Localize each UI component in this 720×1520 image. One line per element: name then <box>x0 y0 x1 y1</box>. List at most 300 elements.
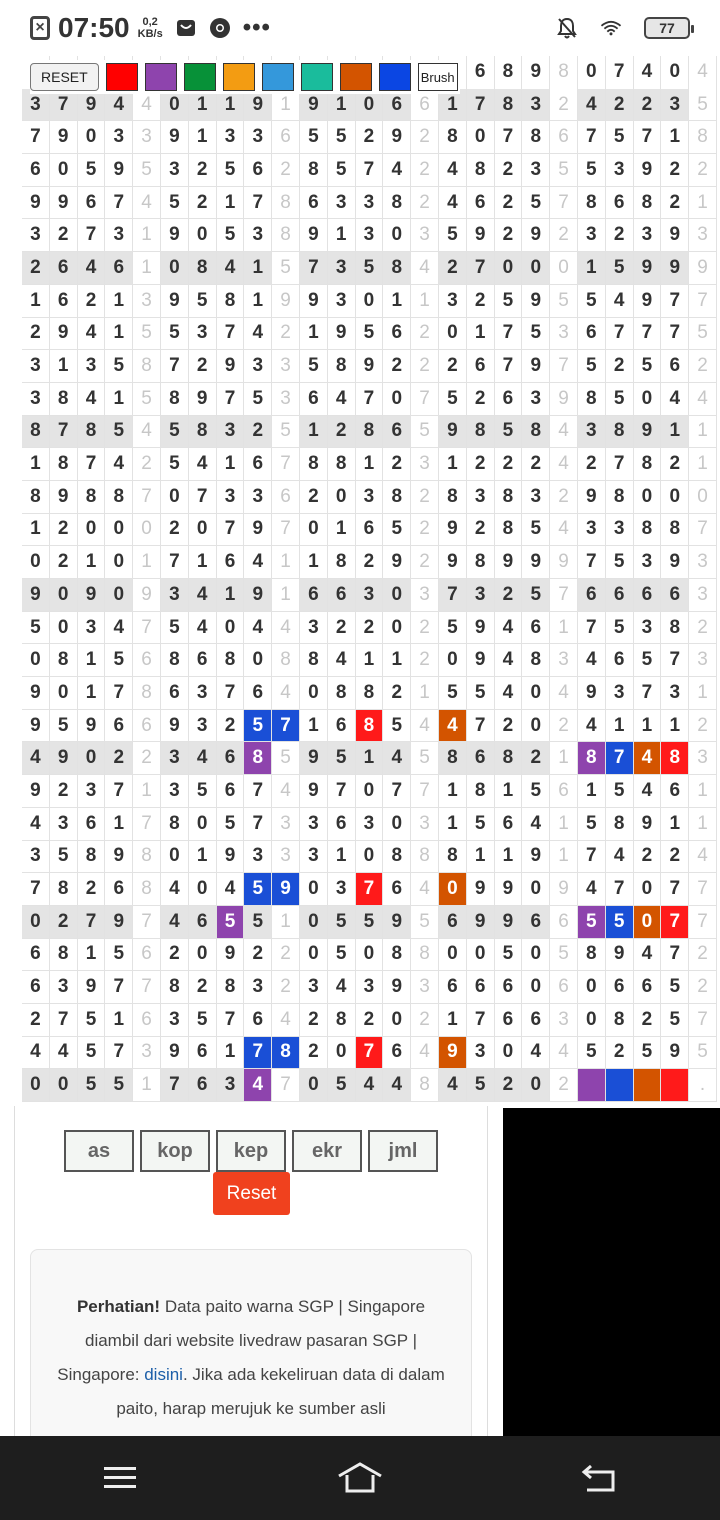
grid-cell[interactable]: 3 <box>661 677 689 710</box>
grid-cell[interactable]: 9 <box>634 285 662 318</box>
grid-cell[interactable]: 6 <box>328 808 356 841</box>
grid-cell[interactable]: 5 <box>522 318 550 351</box>
grid-cell[interactable]: 7 <box>439 579 467 612</box>
grid-cell[interactable]: 0 <box>50 579 78 612</box>
grid-cell[interactable]: 9 <box>161 710 189 743</box>
grid-cell[interactable]: 4 <box>244 612 272 645</box>
grid-cell[interactable]: 0 <box>300 906 328 939</box>
grid-separator-cell[interactable]: 5 <box>689 89 717 122</box>
grid-cell[interactable]: 1 <box>217 89 245 122</box>
grid-cell[interactable]: 5 <box>328 154 356 187</box>
grid-cell[interactable] <box>634 1069 662 1102</box>
grid-separator-cell[interactable]: 3 <box>689 742 717 775</box>
grid-cell[interactable]: 1 <box>50 350 78 383</box>
grid-cell[interactable]: 4 <box>217 252 245 285</box>
grid-cell[interactable]: 2 <box>50 775 78 808</box>
grid-cell[interactable]: 5 <box>217 219 245 252</box>
grid-cell[interactable]: 9 <box>522 56 550 89</box>
grid-cell[interactable]: 1 <box>661 710 689 743</box>
grid-separator-cell[interactable]: 2 <box>550 89 578 122</box>
grid-cell[interactable]: 2 <box>161 939 189 972</box>
grid-cell[interactable]: 3 <box>661 89 689 122</box>
grid-cell[interactable]: 2 <box>22 318 50 351</box>
grid-separator-cell[interactable]: 4 <box>411 710 439 743</box>
grid-cell[interactable]: 1 <box>328 841 356 874</box>
grid-cell[interactable]: 5 <box>328 742 356 775</box>
grid-cell[interactable]: 2 <box>50 219 78 252</box>
grid-cell[interactable]: 3 <box>189 677 217 710</box>
grid-cell[interactable]: 1 <box>439 808 467 841</box>
grid-separator-cell[interactable]: 6 <box>272 481 300 514</box>
grid-cell[interactable]: 0 <box>244 644 272 677</box>
mode-jml-button[interactable]: jml <box>368 1130 438 1172</box>
grid-cell[interactable]: 6 <box>300 187 328 220</box>
grid-cell[interactable]: 1 <box>78 939 106 972</box>
brush-button[interactable]: Brush <box>418 63 458 91</box>
grid-separator-cell[interactable]: 9 <box>550 383 578 416</box>
grid-cell[interactable]: 0 <box>495 252 523 285</box>
grid-cell[interactable]: 2 <box>300 1037 328 1070</box>
grid-cell[interactable]: 0 <box>189 939 217 972</box>
grid-separator-cell[interactable]: 3 <box>550 1004 578 1037</box>
grid-cell[interactable]: 1 <box>105 318 133 351</box>
grid-cell[interactable]: 0 <box>50 1069 78 1102</box>
grid-cell[interactable]: 5 <box>522 187 550 220</box>
grid-cell[interactable]: 5 <box>661 1004 689 1037</box>
grid-cell[interactable]: 9 <box>105 841 133 874</box>
grid-cell[interactable]: 3 <box>328 285 356 318</box>
grid-cell[interactable]: 0 <box>634 481 662 514</box>
grid-separator-cell[interactable]: 3 <box>411 448 439 481</box>
grid-cell[interactable]: 3 <box>522 383 550 416</box>
grid-cell[interactable]: 1 <box>189 841 217 874</box>
grid-cell[interactable]: 5 <box>578 154 606 187</box>
grid-cell[interactable]: 7 <box>661 644 689 677</box>
grid-cell[interactable]: 0 <box>356 775 384 808</box>
grid-cell[interactable]: 7 <box>217 383 245 416</box>
grid-separator-cell[interactable]: 3 <box>411 971 439 1004</box>
grid-cell[interactable]: 2 <box>495 219 523 252</box>
grid-cell[interactable]: 6 <box>22 154 50 187</box>
grid-separator-cell[interactable]: 5 <box>550 939 578 972</box>
grid-cell[interactable]: 9 <box>50 742 78 775</box>
grid-separator-cell[interactable]: 2 <box>689 939 717 972</box>
grid-separator-cell[interactable]: 8 <box>133 677 161 710</box>
grid-separator-cell[interactable]: 2 <box>272 154 300 187</box>
grid-cell[interactable]: 2 <box>50 514 78 547</box>
grid-cell[interactable]: 3 <box>300 971 328 1004</box>
grid-cell[interactable]: 0 <box>105 579 133 612</box>
grid-cell[interactable]: 9 <box>300 775 328 808</box>
grid-cell[interactable]: 1 <box>78 644 106 677</box>
grid-cell[interactable]: 7 <box>217 1004 245 1037</box>
grid-separator-cell[interactable]: 5 <box>550 154 578 187</box>
grid-separator-cell[interactable]: 3 <box>411 219 439 252</box>
grid-separator-cell[interactable]: 7 <box>689 906 717 939</box>
grid-cell[interactable]: 3 <box>356 219 384 252</box>
grid-cell[interactable]: 9 <box>467 873 495 906</box>
grid-cell[interactable]: 5 <box>189 1004 217 1037</box>
grid-separator-cell[interactable]: 1 <box>272 89 300 122</box>
swatch-orange[interactable] <box>223 63 255 91</box>
grid-cell[interactable]: 7 <box>50 89 78 122</box>
grid-cell[interactable]: 0 <box>161 481 189 514</box>
grid-cell[interactable]: 7 <box>634 677 662 710</box>
grid-cell[interactable]: 9 <box>661 1037 689 1070</box>
grid-cell[interactable]: 1 <box>217 1037 245 1070</box>
grid-cell[interactable]: 1 <box>467 318 495 351</box>
grid-cell[interactable]: 4 <box>578 710 606 743</box>
grid-cell[interactable]: 8 <box>439 121 467 154</box>
grid-cell[interactable]: 7 <box>495 121 523 154</box>
grid-cell[interactable] <box>661 1069 689 1102</box>
grid-cell[interactable]: 8 <box>161 644 189 677</box>
grid-cell[interactable]: 2 <box>495 1069 523 1102</box>
grid-cell[interactable]: 5 <box>439 677 467 710</box>
grid-cell[interactable]: 8 <box>105 481 133 514</box>
grid-cell[interactable]: 2 <box>356 546 384 579</box>
grid-cell[interactable]: 1 <box>78 677 106 710</box>
grid-cell[interactable]: 8 <box>467 416 495 449</box>
grid-separator-cell[interactable]: 9 <box>550 873 578 906</box>
grid-cell[interactable]: 8 <box>328 1004 356 1037</box>
grid-cell[interactable]: 8 <box>300 644 328 677</box>
grid-cell[interactable]: 6 <box>50 285 78 318</box>
grid-separator-cell[interactable]: 2 <box>272 318 300 351</box>
grid-cell[interactable]: 0 <box>356 939 384 972</box>
grid-cell[interactable]: 0 <box>467 939 495 972</box>
grid-cell[interactable]: 6 <box>217 546 245 579</box>
grid-cell[interactable]: 3 <box>50 971 78 1004</box>
grid-cell[interactable]: 9 <box>217 350 245 383</box>
grid-cell[interactable]: 3 <box>217 121 245 154</box>
grid-cell[interactable]: 5 <box>78 1004 106 1037</box>
grid-cell[interactable]: 9 <box>439 514 467 547</box>
grid-separator-cell[interactable]: 2 <box>689 612 717 645</box>
grid-cell[interactable]: 3 <box>244 350 272 383</box>
grid-cell[interactable]: 0 <box>78 514 106 547</box>
grid-cell[interactable]: 6 <box>467 971 495 1004</box>
mode-kop-button[interactable]: kop <box>140 1130 210 1172</box>
grid-cell[interactable]: 0 <box>383 383 411 416</box>
grid-cell[interactable]: 7 <box>189 481 217 514</box>
grid-cell[interactable]: 4 <box>189 579 217 612</box>
grid-separator-cell[interactable]: 1 <box>550 742 578 775</box>
grid-cell[interactable]: 3 <box>356 187 384 220</box>
grid-separator-cell[interactable]: 1 <box>133 546 161 579</box>
grid-separator-cell[interactable]: 3 <box>689 546 717 579</box>
grid-separator-cell[interactable]: 4 <box>133 187 161 220</box>
grid-cell[interactable]: 6 <box>495 808 523 841</box>
grid-cell[interactable]: 3 <box>356 971 384 1004</box>
grid-separator-cell[interactable]: 2 <box>411 187 439 220</box>
grid-cell[interactable]: 5 <box>522 514 550 547</box>
grid-cell[interactable]: 2 <box>189 154 217 187</box>
grid-separator-cell[interactable]: 7 <box>689 873 717 906</box>
grid-cell[interactable]: 9 <box>300 285 328 318</box>
grid-cell[interactable]: 6 <box>606 579 634 612</box>
grid-separator-cell[interactable]: 1 <box>550 612 578 645</box>
grid-cell[interactable]: 3 <box>78 350 106 383</box>
grid-cell[interactable]: 9 <box>661 252 689 285</box>
grid-cell[interactable]: 7 <box>606 56 634 89</box>
grid-cell[interactable]: 6 <box>522 906 550 939</box>
grid-cell[interactable]: 7 <box>244 187 272 220</box>
grid-cell[interactable]: 2 <box>467 285 495 318</box>
grid-cell[interactable]: 3 <box>22 350 50 383</box>
grid-cell[interactable]: 8 <box>78 841 106 874</box>
grid-separator-cell[interactable]: 1 <box>550 808 578 841</box>
grid-cell[interactable]: 7 <box>50 416 78 449</box>
grid-cell[interactable]: 3 <box>244 481 272 514</box>
grid-cell[interactable]: 3 <box>300 808 328 841</box>
grid-separator-cell[interactable]: 5 <box>411 416 439 449</box>
grid-cell[interactable]: 7 <box>105 775 133 808</box>
grid-separator-cell[interactable]: 3 <box>411 579 439 612</box>
grid-cell[interactable]: 0 <box>522 873 550 906</box>
grid-cell[interactable]: 0 <box>22 906 50 939</box>
grid-cell[interactable]: 0 <box>217 612 245 645</box>
grid-separator-cell[interactable]: 6 <box>550 906 578 939</box>
grid-cell[interactable]: 6 <box>661 350 689 383</box>
grid-cell[interactable]: 2 <box>50 906 78 939</box>
grid-cell[interactable]: 6 <box>356 514 384 547</box>
grid-cell[interactable]: 0 <box>495 1037 523 1070</box>
grid-cell[interactable]: 3 <box>606 514 634 547</box>
grid-cell[interactable]: 9 <box>634 252 662 285</box>
grid-cell[interactable]: 0 <box>189 514 217 547</box>
grid-cell[interactable]: 9 <box>634 154 662 187</box>
grid-separator-cell[interactable]: . <box>689 1069 717 1102</box>
grid-cell[interactable]: 1 <box>383 285 411 318</box>
grid-cell[interactable]: 8 <box>356 710 384 743</box>
grid-cell[interactable]: 0 <box>105 546 133 579</box>
grid-separator-cell[interactable]: 7 <box>272 448 300 481</box>
grid-cell[interactable]: 1 <box>356 742 384 775</box>
grid-cell[interactable]: 9 <box>661 546 689 579</box>
grid-separator-cell[interactable]: 1 <box>689 187 717 220</box>
grid-cell[interactable]: 0 <box>161 841 189 874</box>
grid-cell[interactable]: 8 <box>606 481 634 514</box>
grid-separator-cell[interactable]: 8 <box>272 219 300 252</box>
grid-cell[interactable]: 0 <box>161 252 189 285</box>
home-icon[interactable] <box>330 1448 390 1508</box>
grid-cell[interactable]: 7 <box>578 121 606 154</box>
grid-cell[interactable]: 7 <box>495 318 523 351</box>
grid-cell[interactable]: 4 <box>217 873 245 906</box>
grid-cell[interactable]: 9 <box>439 546 467 579</box>
grid-cell[interactable]: 8 <box>161 971 189 1004</box>
grid-cell[interactable]: 4 <box>495 612 523 645</box>
grid-cell[interactable]: 6 <box>105 873 133 906</box>
grid-cell[interactable]: 5 <box>606 121 634 154</box>
grid-cell[interactable]: 0 <box>661 56 689 89</box>
grid-cell[interactable]: 7 <box>244 808 272 841</box>
grid-cell[interactable]: 2 <box>383 677 411 710</box>
grid-cell[interactable]: 4 <box>78 252 106 285</box>
grid-separator-cell[interactable]: 7 <box>272 710 300 743</box>
grid-cell[interactable]: 6 <box>578 318 606 351</box>
grid-separator-cell[interactable]: 3 <box>133 1037 161 1070</box>
grid-cell[interactable]: 2 <box>356 612 384 645</box>
grid-cell[interactable]: 5 <box>606 252 634 285</box>
grid-separator-cell[interactable]: 2 <box>411 481 439 514</box>
grid-cell[interactable]: 0 <box>22 546 50 579</box>
grid-cell[interactable]: 4 <box>161 873 189 906</box>
grid-cell[interactable]: 7 <box>606 448 634 481</box>
grid-cell[interactable]: 5 <box>356 318 384 351</box>
grid-separator-cell[interactable]: 8 <box>133 350 161 383</box>
grid-cell[interactable]: 8 <box>439 841 467 874</box>
grid-separator-cell[interactable]: 1 <box>550 841 578 874</box>
grid-cell[interactable]: 7 <box>105 187 133 220</box>
grid-separator-cell[interactable]: 8 <box>272 644 300 677</box>
grid-cell[interactable]: 6 <box>606 187 634 220</box>
grid-separator-cell[interactable]: 3 <box>272 350 300 383</box>
grid-cell[interactable]: 4 <box>439 154 467 187</box>
grid-cell[interactable]: 5 <box>189 285 217 318</box>
grid-cell[interactable]: 9 <box>217 939 245 972</box>
grid-cell[interactable]: 7 <box>300 252 328 285</box>
grid-cell[interactable]: 5 <box>634 1037 662 1070</box>
grid-cell[interactable]: 9 <box>522 350 550 383</box>
grid-cell[interactable]: 1 <box>356 644 384 677</box>
grid-cell[interactable]: 8 <box>661 612 689 645</box>
grid-separator-cell[interactable]: 2 <box>133 742 161 775</box>
grid-cell[interactable]: 8 <box>356 416 384 449</box>
grid-cell[interactable]: 5 <box>467 677 495 710</box>
grid-cell[interactable]: 6 <box>606 644 634 677</box>
grid-cell[interactable]: 0 <box>661 481 689 514</box>
grid-cell[interactable]: 3 <box>606 677 634 710</box>
grid-cell[interactable]: 1 <box>22 285 50 318</box>
grid-cell[interactable]: 3 <box>634 546 662 579</box>
grid-separator-cell[interactable]: 9 <box>550 546 578 579</box>
grid-cell[interactable]: 0 <box>522 677 550 710</box>
grid-separator-cell[interactable]: 7 <box>411 383 439 416</box>
grid-cell[interactable]: 8 <box>578 742 606 775</box>
grid-cell[interactable]: 1 <box>244 252 272 285</box>
grid-cell[interactable]: 8 <box>578 939 606 972</box>
grid-cell[interactable]: 0 <box>522 1069 550 1102</box>
grid-cell[interactable]: 5 <box>161 416 189 449</box>
grid-cell[interactable]: 9 <box>22 710 50 743</box>
grid-cell[interactable]: 3 <box>161 775 189 808</box>
grid-cell[interactable]: 3 <box>50 808 78 841</box>
grid-cell[interactable]: 5 <box>50 710 78 743</box>
grid-cell[interactable]: 6 <box>495 1004 523 1037</box>
grid-cell[interactable]: 0 <box>383 808 411 841</box>
grid-cell[interactable]: 2 <box>300 481 328 514</box>
grid-cell[interactable]: 7 <box>22 121 50 154</box>
grid-cell[interactable]: 3 <box>244 219 272 252</box>
grid-cell[interactable]: 1 <box>606 710 634 743</box>
grid-cell[interactable]: 2 <box>606 89 634 122</box>
grid-cell[interactable]: 5 <box>578 285 606 318</box>
grid-cell[interactable] <box>606 1069 634 1102</box>
grid-separator-cell[interactable]: 2 <box>133 448 161 481</box>
grid-cell[interactable]: 9 <box>189 383 217 416</box>
grid-cell[interactable]: 1 <box>439 89 467 122</box>
grid-cell[interactable]: 4 <box>105 89 133 122</box>
grid-separator-cell[interactable]: 4 <box>689 56 717 89</box>
swatch-red[interactable] <box>106 63 138 91</box>
grid-cell[interactable]: 9 <box>606 939 634 972</box>
grid-cell[interactable]: 7 <box>161 1069 189 1102</box>
grid-cell[interactable]: 0 <box>578 971 606 1004</box>
grid-cell[interactable]: 8 <box>22 481 50 514</box>
grid-cell[interactable]: 7 <box>105 677 133 710</box>
grid-cell[interactable]: 9 <box>522 285 550 318</box>
grid-cell[interactable]: 9 <box>383 121 411 154</box>
grid-cell[interactable]: 0 <box>300 939 328 972</box>
grid-cell[interactable]: 0 <box>522 971 550 1004</box>
grid-cell[interactable]: 3 <box>22 89 50 122</box>
grid-cell[interactable]: 8 <box>467 546 495 579</box>
grid-cell[interactable]: 7 <box>578 546 606 579</box>
toolbar-reset-button[interactable]: RESET <box>30 63 99 91</box>
grid-cell[interactable]: 7 <box>328 775 356 808</box>
grid-cell[interactable]: 5 <box>606 612 634 645</box>
grid-cell[interactable]: 5 <box>78 1069 106 1102</box>
grid-cell[interactable]: 5 <box>606 775 634 808</box>
grid-cell[interactable]: 5 <box>217 808 245 841</box>
grid-cell[interactable]: 4 <box>244 1069 272 1102</box>
grid-cell[interactable]: 3 <box>244 121 272 154</box>
grid-separator-cell[interactable]: 5 <box>272 252 300 285</box>
grid-cell[interactable]: 4 <box>22 742 50 775</box>
grid-cell[interactable]: 3 <box>467 481 495 514</box>
grid-cell[interactable]: 7 <box>383 775 411 808</box>
grid-cell[interactable]: 2 <box>661 448 689 481</box>
grid-cell[interactable]: 9 <box>22 187 50 220</box>
grid-cell[interactable]: 6 <box>328 710 356 743</box>
grid-cell[interactable]: 8 <box>383 252 411 285</box>
grid-cell[interactable]: 3 <box>522 89 550 122</box>
grid-cell[interactable]: 4 <box>189 742 217 775</box>
grid-cell[interactable]: 9 <box>467 906 495 939</box>
grid-cell[interactable]: 0 <box>439 644 467 677</box>
grid-cell[interactable]: 1 <box>189 89 217 122</box>
grid-cell[interactable]: 2 <box>606 219 634 252</box>
grid-cell[interactable]: 6 <box>78 808 106 841</box>
grid-separator-cell[interactable]: 8 <box>272 1037 300 1070</box>
reset-button[interactable]: Reset <box>213 1172 290 1215</box>
grid-cell[interactable]: 4 <box>439 1069 467 1102</box>
grid-cell[interactable]: 4 <box>634 775 662 808</box>
grid-cell[interactable]: 5 <box>161 187 189 220</box>
grid-separator-cell[interactable]: 4 <box>272 677 300 710</box>
grid-cell[interactable]: 3 <box>328 252 356 285</box>
grid-cell[interactable]: 2 <box>383 350 411 383</box>
grid-cell[interactable]: 8 <box>522 416 550 449</box>
grid-cell[interactable]: 5 <box>467 808 495 841</box>
grid-cell[interactable]: 8 <box>578 187 606 220</box>
grid-cell[interactable]: 0 <box>78 121 106 154</box>
grid-cell[interactable]: 4 <box>244 546 272 579</box>
grid-separator-cell[interactable]: 4 <box>689 383 717 416</box>
grid-cell[interactable]: 2 <box>467 448 495 481</box>
grid-cell[interactable]: 8 <box>300 154 328 187</box>
grid-cell[interactable]: 1 <box>383 644 411 677</box>
grid-cell[interactable]: 4 <box>105 612 133 645</box>
grid-cell[interactable]: 9 <box>22 775 50 808</box>
grid-cell[interactable]: 3 <box>161 1004 189 1037</box>
grid-separator-cell[interactable]: 1 <box>689 416 717 449</box>
grid-separator-cell[interactable]: 1 <box>133 775 161 808</box>
grid-separator-cell[interactable]: 1 <box>272 579 300 612</box>
grid-cell[interactable]: 3 <box>522 154 550 187</box>
